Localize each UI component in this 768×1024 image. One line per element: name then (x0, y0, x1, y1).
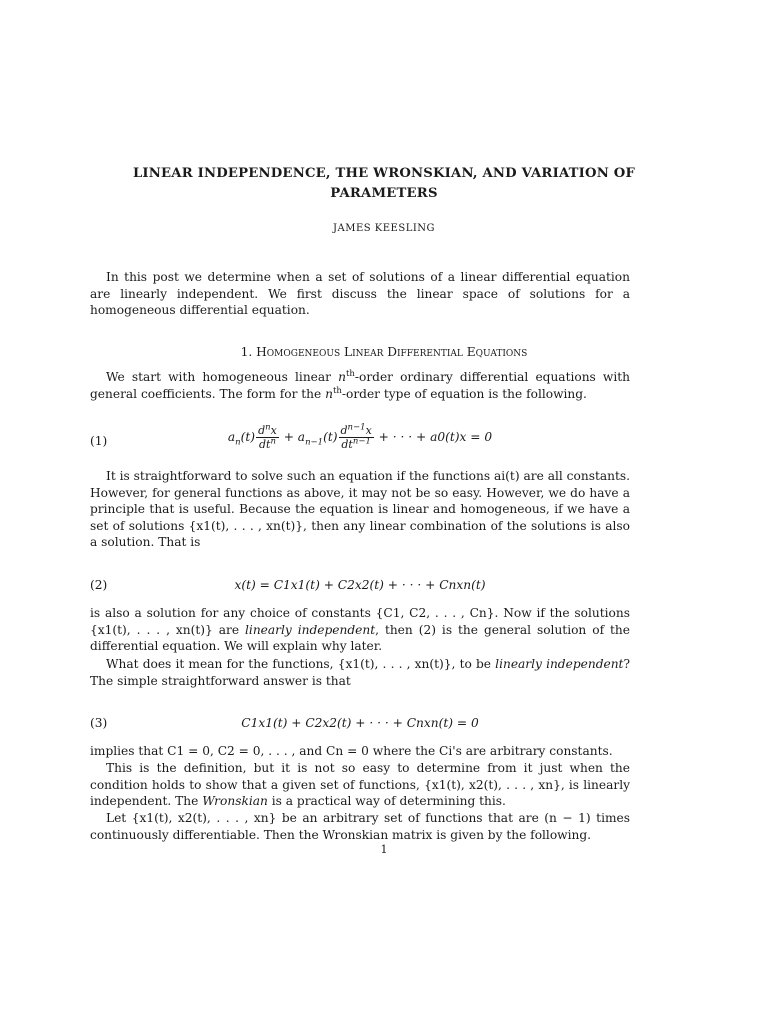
paragraph-1: We start with homogeneous linear $n^{th}$-order ordinary differential equations with general coefficients. The form for the $n^{th}$-order type of equation is the following. (90, 368, 630, 401)
p1-end: -order type of equation is the following. (341, 386, 587, 401)
paragraph-2: It is straightforward to solve such an equation if the functions ai(t) are all constants. However, for general functions as above, it may not be so easy. However, we do have a principle that is useful. Because the equation is linear and homogeneous, if we have a set of solutions {x1(t), . . . , xn(t)}, then any linear combination of the solutions is also a solution. That is (90, 469, 630, 549)
paragraph-4 (90, 656, 630, 689)
p3-text-b: , then (2) is the general solution of the differential equation. We will explain why later. (90, 622, 630, 653)
equation-2-label: (2) (90, 578, 108, 592)
p6-text-a: This is the definition, but it is not so easy to determine from it just when the condition holds to show that a given set of functions, {x1(t), x2(t), . . . , xn}, is linearly independent. The (90, 761, 630, 808)
equation-1-body: $a_n(t)$ $\frac{d^nx}{dt^n}$ + $a_{n-1}(t)$ $\frac{d^{n-1}x}{dt^{n-1}}$ + · · · + a0(t)x = 0 (227, 422, 493, 451)
p3-text-a: is also a solution for any choice of constants {C1, C2, . . . , Cn}. Now if the solutions {x1(t), . . . , xn(t)} are (90, 606, 630, 637)
equation-2-body: x(t) = C1x1(t) + C2x2(t) + · · · + Cnxn(t) (234, 578, 486, 592)
p3-emphasis: linearly independent (245, 622, 376, 637)
p6-text-b: is a practical way of determining this. (267, 794, 506, 808)
equation-3 (90, 716, 630, 736)
equation-2 (90, 578, 630, 598)
paragraph-3 (90, 605, 630, 655)
paragraph-7: Let {x1(t), x2(t), . . . , xn} be an arbitrary set of functions that are (n − 1) times continuously differentiable. Then the Wronskian matrix is given by the following. (90, 811, 630, 842)
title-line-1: LINEAR INDEPENDENCE, THE WRONSKIAN, AND VARIATION OF (132, 166, 636, 181)
equation-3-body: C1x1(t) + C2x2(t) + · · · + Cnxn(t) = 0 (241, 716, 479, 730)
p6-emphasis: Wronskian (202, 794, 268, 808)
p1-mid: -order ordinary differential equations with general coefficients. The form for the (90, 370, 630, 401)
equation-1-label: (1) (90, 434, 108, 448)
paragraph-6 (90, 760, 630, 810)
page-number: 1 (380, 843, 388, 856)
equation-3-label: (3) (90, 716, 108, 730)
equation-1-tail: + · · · + a0(t)x = 0 (378, 430, 493, 444)
equation-1 (90, 422, 630, 454)
p4-emphasis: linearly independent (495, 657, 624, 671)
intro-paragraph: In this post we determine when a set of solutions of a linear differential equation are linearly independent. We first discuss the linear space of solutions for a homogeneous differential equation. (90, 270, 630, 317)
author: JAMES KEESLING (332, 223, 436, 234)
p4-text-b: ? The simple straightforward answer is that (90, 657, 630, 688)
title-line-2: PARAMETERS (330, 186, 438, 201)
paragraph-5: implies that C1 = 0, C2 = 0, . . . , and Cn = 0 where the Ci's are arbitrary constants. (90, 744, 613, 758)
p4-text-a: What does it mean for the functions, {x1(t), . . . , xn(t)}, to be (106, 657, 496, 671)
p1-start: We start with homogeneous linear (106, 370, 339, 384)
section-heading: 1. Homogeneous Linear Differential Equations (240, 345, 528, 359)
paper-title (90, 164, 678, 204)
